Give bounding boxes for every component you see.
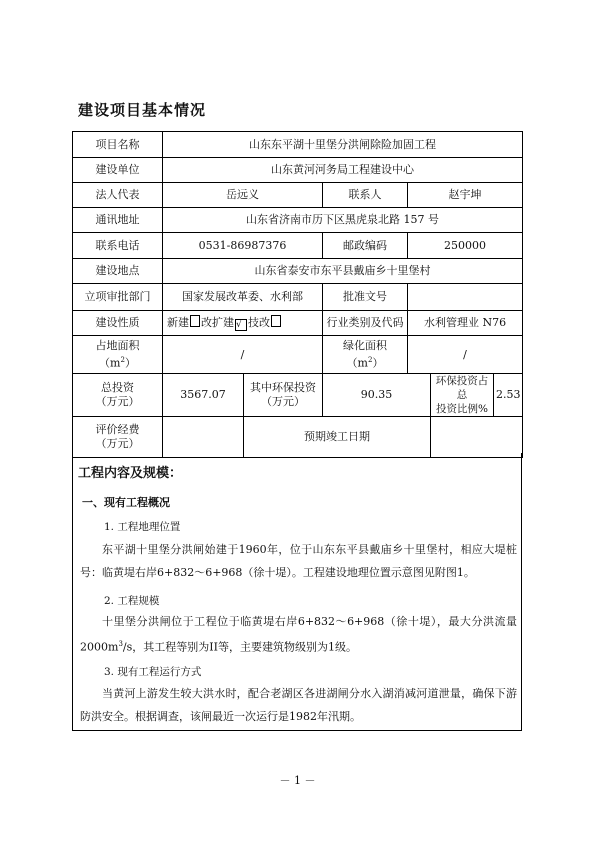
table-row bbox=[73, 311, 523, 336]
item2-title: 2. 工程规模 bbox=[104, 595, 160, 607]
contact-label: 联系人 bbox=[323, 183, 408, 208]
item3-paragraph: 当黄河上游发生较大洪水时，配合老湖区各进湖闸分水入湖消减河道泄量，确保下游防洪安全。根据调查，该闸最近一次运行是1982年汛期。 bbox=[80, 687, 517, 723]
approval-no-value bbox=[408, 284, 523, 311]
location-label: 建设地点 bbox=[73, 259, 163, 284]
green-area-label-text: 绿化面积 bbox=[343, 338, 387, 352]
address-value: 山东省济南市历下区黑虎泉北路 157 号 bbox=[163, 208, 523, 233]
industry-value: 水利管理业 N76 bbox=[408, 311, 523, 336]
completion-value bbox=[431, 417, 523, 458]
address-label: 通讯地址 bbox=[73, 208, 163, 233]
project-name-value: 山东东平湖十里堡分洪闸除险加固工程 bbox=[163, 132, 523, 158]
nature-tech-label: 技改 bbox=[248, 316, 270, 329]
project-info-table bbox=[72, 131, 523, 458]
table-row bbox=[73, 132, 523, 158]
tech-checkbox bbox=[271, 315, 281, 327]
builder-label: 建设单位 bbox=[73, 158, 163, 183]
env-ratio-value: 2.53 bbox=[494, 374, 523, 417]
industry-label: 行业类别及代码 bbox=[323, 311, 408, 336]
land-area-value: / bbox=[163, 336, 323, 374]
land-area-label bbox=[73, 336, 163, 374]
table-row bbox=[73, 336, 523, 374]
green-area-unit: $(m^2)$ bbox=[346, 355, 384, 370]
eval-fee-value bbox=[163, 417, 244, 458]
builder-value: 山东黄河河务局工程建设中心 bbox=[163, 158, 523, 183]
total-invest-value: 3567.07 bbox=[163, 374, 244, 417]
item2-paragraph: 十里堡分洪闸位于工程位于临黄堤右岸6+832～6+968（徐十堤），最大分洪流量$2000m^3/s$，其工程等别为II等，主要建筑物级别为1级。 bbox=[80, 615, 517, 654]
new-checkbox bbox=[190, 315, 200, 327]
nature-expand-label: 改扩建 bbox=[201, 316, 234, 329]
nature-options bbox=[163, 311, 323, 336]
page-title: 建设项目基本情况 bbox=[78, 101, 207, 119]
env-ratio-label: 环保投资占总 投资比例% bbox=[431, 374, 494, 417]
nature-new-label: 新建 bbox=[167, 316, 189, 329]
eval-fee-label: 评价经费 （万元） bbox=[73, 417, 163, 458]
env-invest-label: 其中环保投资 （万元） bbox=[244, 374, 323, 417]
approval-dept-label: 立项审批部门 bbox=[73, 284, 163, 311]
green-area-value: / bbox=[408, 336, 523, 374]
env-invest-value: 90.35 bbox=[323, 374, 431, 417]
land-area-label-text: 占地面积 bbox=[95, 338, 140, 352]
table-row bbox=[73, 183, 523, 208]
item1-title: 1. 工程地理位置 bbox=[104, 521, 181, 533]
nature-label: 建设性质 bbox=[73, 311, 163, 336]
table-row bbox=[73, 158, 523, 183]
table-row bbox=[73, 417, 523, 458]
land-area-unit: $(m^2)$ bbox=[99, 355, 136, 370]
postcode-value: 250000 bbox=[408, 233, 523, 259]
contact-value: 赵宇坤 bbox=[408, 183, 523, 208]
expand-checkbox-checked: √ bbox=[235, 319, 247, 331]
total-invest-label: 总投资 （万元） bbox=[73, 374, 163, 417]
phone-value: 0531-86987376 bbox=[163, 233, 323, 259]
item3-title: 3. 现有工程运行方式 bbox=[104, 666, 202, 678]
phone-label: 联系电话 bbox=[73, 233, 163, 259]
project-name-label: 项目名称 bbox=[73, 132, 163, 158]
location-value: 山东省泰安市东平县戴庙乡十里堡村 bbox=[163, 259, 523, 284]
table-row bbox=[73, 374, 523, 417]
page-number: － 1 － bbox=[279, 774, 316, 787]
legal-rep-value: 岳远义 bbox=[163, 183, 323, 208]
approval-no-label: 批准文号 bbox=[323, 284, 408, 311]
table-row bbox=[73, 284, 523, 311]
completion-label: 预期竣工日期 bbox=[244, 417, 431, 458]
item1-paragraph: 东平湖十里堡分洪闸始建于1960年，位于山东东平县戴庙乡十里堡村，相应大堤桩号：临黄堤右岸6+832～6+968（徐十堤）。工程建设地理位置示意图见附图1。 bbox=[80, 543, 517, 579]
table-row bbox=[73, 233, 523, 259]
subsection-title: 一、现有工程概况 bbox=[82, 496, 170, 509]
section-title: 工程内容及规模： bbox=[78, 466, 183, 481]
green-area-label bbox=[323, 336, 408, 374]
postcode-label: 邮政编码 bbox=[323, 233, 408, 259]
table-row bbox=[73, 259, 523, 284]
legal-rep-label: 法人代表 bbox=[73, 183, 163, 208]
approval-dept-value: 国家发展改革委、水利部 bbox=[163, 284, 323, 311]
table-row bbox=[73, 208, 523, 233]
